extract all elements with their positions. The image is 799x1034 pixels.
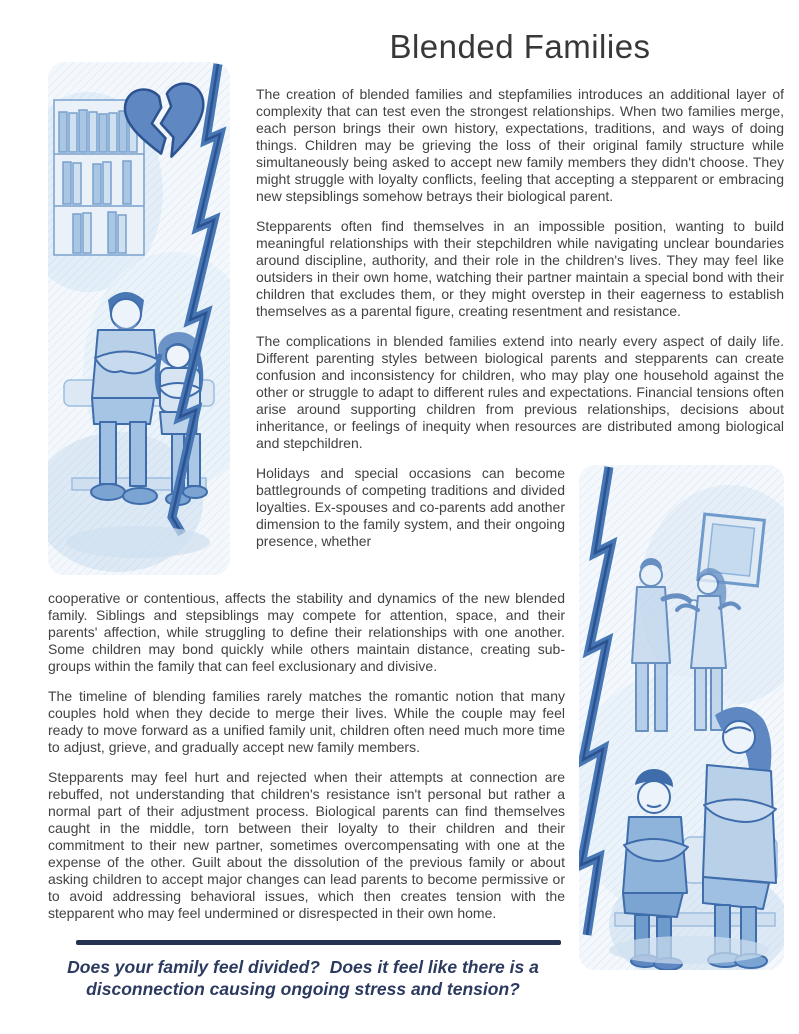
paragraph-6: Stepparents may feel hurt and rejected when their attempts at connection are rebuffed, not understanding that children's resistance isn't personal but rather a normal part of their adjustment process. Biological parents can find themselves caught in the middle, torn between their loyalty to their children and their commitment to their new partner, sometimes overcompensating with one at the expense of the other. Guilt about the dissolution of the previous family or about asking children to accept major changes can lead parents to become permissive or to avoid addressing behavioral issues, which then creates tension with the stepparent who may feel undermined or disrespected in their own home. (48, 769, 565, 921)
section-divider (76, 940, 561, 945)
closing-question: Does your family feel divided? Does it feel like there is a disconnection causing ongoing stress and tension? (67, 957, 544, 999)
paragraph-1: The creation of blended families and stepfamilies introduces an additional layer of complexity that can test even the strongest relationships. When two families merge, each person brings their own history, expectations, traditions, and ways of doing things. Children may be grieving the loss of their original family structure while simultaneously being asked to accept new family members they didn't choose. They might struggle with loyalty conflicts, feeling that accepting a stepparent or embracing new stepsiblings somehow betrays their biological parent. (256, 85, 784, 204)
page-title: Blended Families (389, 28, 651, 65)
paragraph-5: The timeline of blending families rarely matches the romantic notion that many couples hold when they decide to merge their lives. While the couple may feel ready to move forward as a unified family unit, children often need much more time to adjust, grieve, and gradually accept new family members. (48, 688, 565, 755)
paragraph-2: Stepparents often find themselves in an impossible position, wanting to build meaningful relationships with their stepchildren while navigating unclear boundaries around discipline, authority, and their role in the children's lives. They may feel like outsiders in their own home, watching their partner maintain a special bond with their children that excludes them, or they might overstep in their eagerness to establish themselves as a parental figure, creating resentment and resistance. (256, 217, 784, 319)
floor-shadow (66, 526, 210, 558)
floor-shadow (609, 936, 769, 964)
left-illustration (48, 62, 230, 575)
paragraph-3: The complications in blended families extend into nearly every aspect of daily life. Different parenting styles between biological parents and stepparents can create confusion and inconsistency for children, who may play one household against the other or struggle to adapt to different rules and expectations. Financial tensions often arise around supporting children from previous relationships, decisions about inheritance, or feelings of inequity when resources are distributed among biological and stepchildren. (256, 332, 784, 451)
right-illustration (579, 465, 784, 970)
paragraph-4-continued: cooperative or contentious, affects the stability and dynamics of the new blended family. Siblings and stepsiblings may compete for attention, space, and their parents' affection, while struggling to define their relationships with one another. Some children may bond quickly while others maintain distance, creating sub-groups within the family that can feel exclusionary and divisive. (48, 590, 565, 674)
paragraph-4: Holidays and special occasions can become battlegrounds of competing traditions and divided loyalties. Ex-spouses and co-parents add another dimension to the family system, and their ongoing presence, whether (256, 464, 565, 549)
